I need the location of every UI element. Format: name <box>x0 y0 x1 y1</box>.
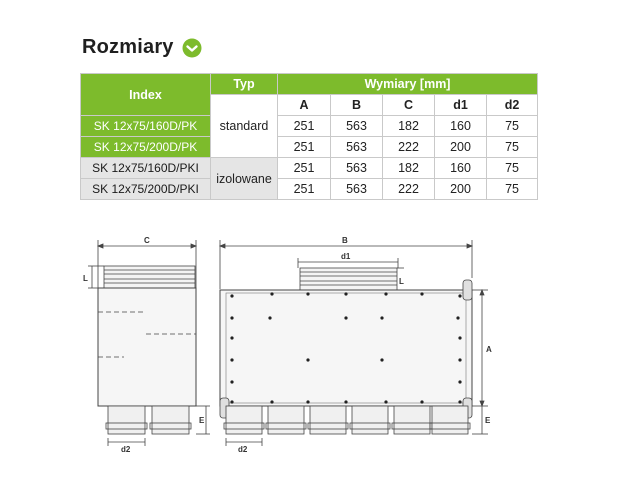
cell-d1: 200 <box>435 137 487 158</box>
cell-d1: 160 <box>435 158 487 179</box>
label-e-right: E <box>485 416 491 425</box>
cell-a: 251 <box>278 137 331 158</box>
label-b: B <box>342 236 348 245</box>
cell-b: 563 <box>331 179 383 200</box>
label-a: A <box>486 345 492 354</box>
header-wymiary: Wymiary [mm] <box>278 74 538 95</box>
cell-c: 222 <box>383 137 435 158</box>
col-header-c: C <box>383 95 435 116</box>
header-typ: Typ <box>211 74 278 95</box>
label-e-left: E <box>199 416 205 425</box>
typ-izolowane: izolowane <box>211 158 278 200</box>
row-index: SK 12x75/160D/PK <box>81 116 211 137</box>
col-header-a: A <box>278 95 331 116</box>
row-index: SK 12x75/200D/PK <box>81 137 211 158</box>
cell-d2: 75 <box>487 137 538 158</box>
row-index: SK 12x75/160D/PKI <box>81 158 211 179</box>
cell-d2: 75 <box>487 158 538 179</box>
label-d2-left: d2 <box>121 445 131 454</box>
cell-b: 563 <box>331 116 383 137</box>
typ-standard: standard <box>211 95 278 158</box>
header-index: Index <box>81 74 211 116</box>
row-index: SK 12x75/200D/PKI <box>81 179 211 200</box>
cell-c: 222 <box>383 179 435 200</box>
cell-c: 182 <box>383 116 435 137</box>
cell-d2: 75 <box>487 179 538 200</box>
label-l-left: L <box>83 274 88 283</box>
cell-d1: 160 <box>435 116 487 137</box>
cell-d2: 75 <box>487 116 538 137</box>
cell-c: 182 <box>383 158 435 179</box>
label-d2-right: d2 <box>238 445 248 454</box>
page-title: Rozmiary <box>82 36 174 58</box>
col-header-d2: d2 <box>487 95 538 116</box>
cell-a: 251 <box>278 158 331 179</box>
label-l-right: L <box>399 277 404 286</box>
label-d1: d1 <box>341 252 351 261</box>
cell-a: 251 <box>278 179 331 200</box>
label-c: C <box>144 236 150 245</box>
side-view <box>88 240 210 446</box>
cell-d1: 200 <box>435 179 487 200</box>
col-header-d1: d1 <box>435 95 487 116</box>
cell-b: 563 <box>331 137 383 158</box>
cell-b: 563 <box>331 158 383 179</box>
col-header-b: B <box>331 95 383 116</box>
front-view <box>220 240 488 446</box>
cell-a: 251 <box>278 116 331 137</box>
